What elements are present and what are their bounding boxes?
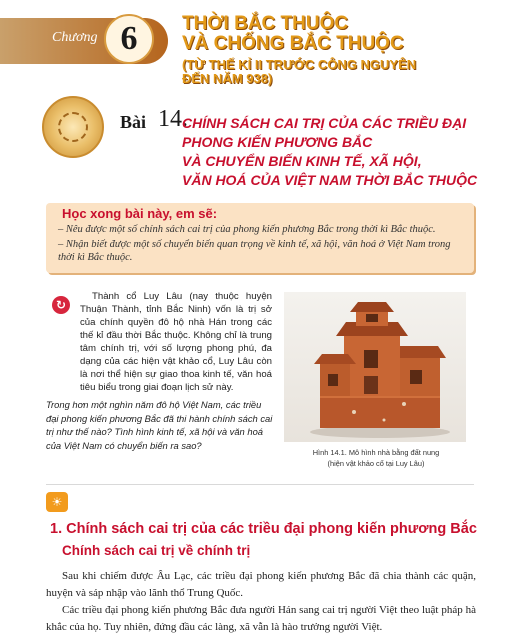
lesson-title-line: VÀ CHUYỂN BIẾN KINH TẾ, XÃ HỘI, <box>182 153 422 169</box>
chapter-title-line: VÀ CHỐNG BẮC THUỘC <box>182 33 404 54</box>
terracotta-house-photo <box>284 292 466 442</box>
chapter-title <box>182 14 502 54</box>
chapter-label: Chương <box>52 30 98 45</box>
bronze-drum-star <box>58 112 88 142</box>
figure-caption <box>290 447 462 469</box>
learning-goal-item: – Nêu được một số chính sách cai trị của phong kiến phương Bắc trong thời kì Bắc thuộc. <box>58 224 436 235</box>
body-paragraph: Các triều đại phong kiến phương Bắc đưa người Hán sang cai trị người Việt theo luật pháp hà khắc của họ. Tuy nhiên, đứng đầu các làng, xã vẫn là hào trưởng người Việt. <box>46 604 476 633</box>
chapter-subtitle <box>182 58 482 86</box>
subsection-title: Chính sách cai trị về chính trị <box>62 543 251 558</box>
section-divider <box>46 484 474 485</box>
chapter-title-line: THỜI BẮC THUỘC <box>182 13 349 34</box>
figure-caption-line: (hiện vật khảo cổ tại Luy Lâu) <box>327 459 425 468</box>
lesson-title <box>182 114 502 190</box>
learning-goal-item: – Nhận biết được một số chuyển biến quan trọng về kinh tế, xã hội, văn hoá ở Việt Nam trong thời kì Bắc thuộc. <box>58 239 451 263</box>
intro-paragraph: Thành cổ Luy Lâu (nay thuộc huyện Thuận Thành, tỉnh Bắc Ninh) vốn là trị sở của chính quyền đô hộ nhà Hán trong các thế kỉ đầu thời Bắc thuộc. Không chỉ là trung tâm chính trị, với số lượng phong phú, đa dạng của các hiện vật khảo cổ, Luy Lâu còn là nơi thể hiện sự giao thoa kinh tế, văn hoá tiêu biểu trong giai đoạn lịch sử này. <box>80 291 272 393</box>
learning-goals-title: Học xong bài này, em sẽ: <box>62 206 218 221</box>
section-title: 1. Chính sách cai trị của các triều đại phong kiến phương Bắc <box>50 521 477 537</box>
lesson-label: Bài <box>120 112 147 132</box>
terracotta-house-illustration <box>284 292 466 442</box>
figure-caption-line: Hình 14.1. Mô hình nhà bằng đất nung <box>312 448 440 457</box>
lesson-title-line: VĂN HOÁ CỦA VIỆT NAM THỜI BẮC THUỘC <box>182 172 478 188</box>
lesson-title-line: CHÍNH SÁCH CAI TRỊ CỦA CÁC TRIỀU ĐẠI <box>182 115 467 131</box>
lesson-title-line: PHONG KIẾN PHƯƠNG BẮC <box>182 134 373 150</box>
lesson-number: 14. <box>158 106 188 132</box>
chapter-number: 6 <box>120 20 138 57</box>
refresh-icon: ↻ <box>52 296 70 314</box>
intro-question: Trong hơn một nghìn năm đô hộ Việt Nam, các triều đại phong kiến phương Bắc đã thi hành chính sách cai trị như thế nào? Tình hình kinh tế, xã hội và văn hoá của Việt Nam có chuyển biến ra sao? <box>46 399 273 451</box>
body-paragraph: Sau khi chiếm được Âu Lạc, các triều đại phong kiến phương Bắc đã chia thành các quận, huyện và sáp nhập vào lãnh thổ Trung Quốc. <box>46 570 476 599</box>
lightbulb-icon: ☀ <box>46 492 68 512</box>
chapter-subtitle-line: (TỪ THẾ KỈ II TRƯỚC CÔNG NGUYÊN <box>182 57 417 72</box>
chapter-subtitle-line: ĐẾN NĂM 938) <box>182 71 273 86</box>
